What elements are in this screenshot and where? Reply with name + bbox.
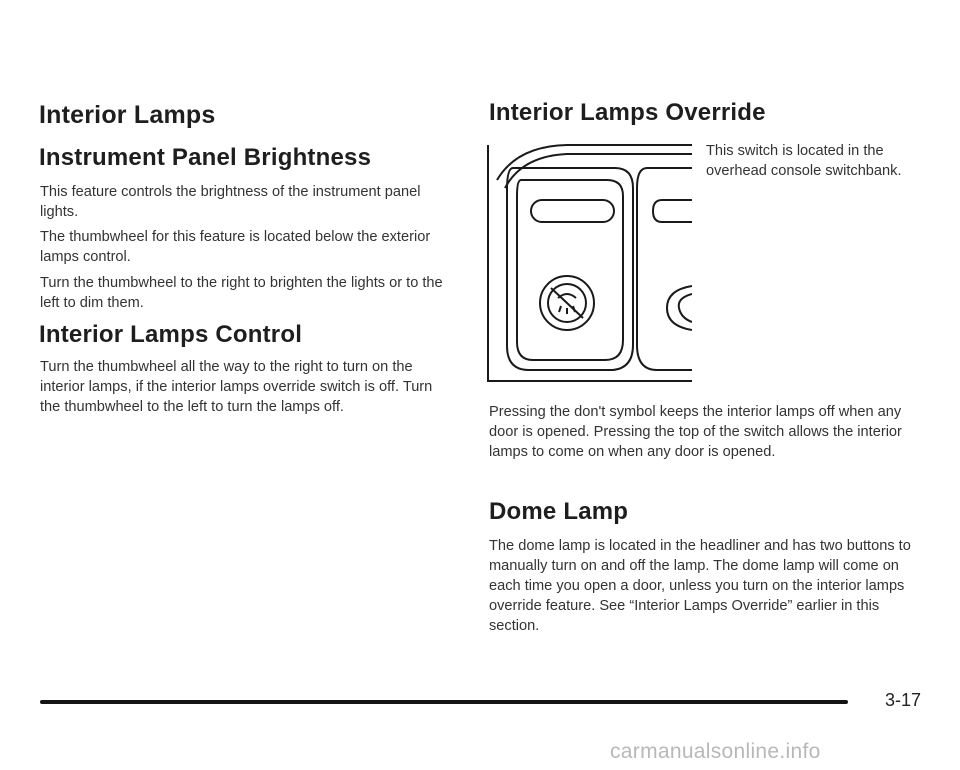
heading-interior-lamps-control: Interior Lamps Control <box>39 321 303 348</box>
page-number: 3-17 <box>885 690 922 710</box>
paragraph-interior-lamps-control: Turn the thumbwheel all the way to the right to turn on the interior lamps, if the interior lamps override switch is off. Turn the thumbwheel to the left to turn the lamps off. <box>40 359 433 415</box>
footer-rule <box>40 700 848 704</box>
heading-dome-lamp: Dome Lamp <box>489 498 629 525</box>
paragraph-brightness-1: This feature controls the brightness of the instrument panel lights. <box>40 184 421 220</box>
paragraph-brightness-2: The thumbwheel for this feature is located below the exterior lamps control. <box>40 229 431 265</box>
paragraph-brightness-3: Turn the thumbwheel to the right to brighten the lights or to the left to dim them. <box>40 275 443 311</box>
heading-instrument-panel-brightness: Instrument Panel Brightness <box>39 144 372 171</box>
heading-interior-lamps-override: Interior Lamps Override <box>489 99 766 126</box>
paragraph-override: Pressing the don't symbol keeps the interior lamps off when any door is opened. Pressing the top of the switch allows the interior lamps to come on when any door is opened. <box>489 404 902 460</box>
page-title: Interior Lamps <box>39 101 216 129</box>
paragraph-dome-lamp: The dome lamp is located in the headliner and has two buttons to manually turn on and off the lamp. The dome lamp will come on each time you open a door, unless you turn on the interior lamps override feature. See “Interior Lamps Override” earlier in this section. <box>489 538 911 634</box>
footer-watermark: carmanualsonline.info <box>610 740 821 763</box>
figure-caption: This switch is located in the overhead console switchbank. <box>706 143 902 179</box>
override-switch-illustration <box>487 140 692 382</box>
